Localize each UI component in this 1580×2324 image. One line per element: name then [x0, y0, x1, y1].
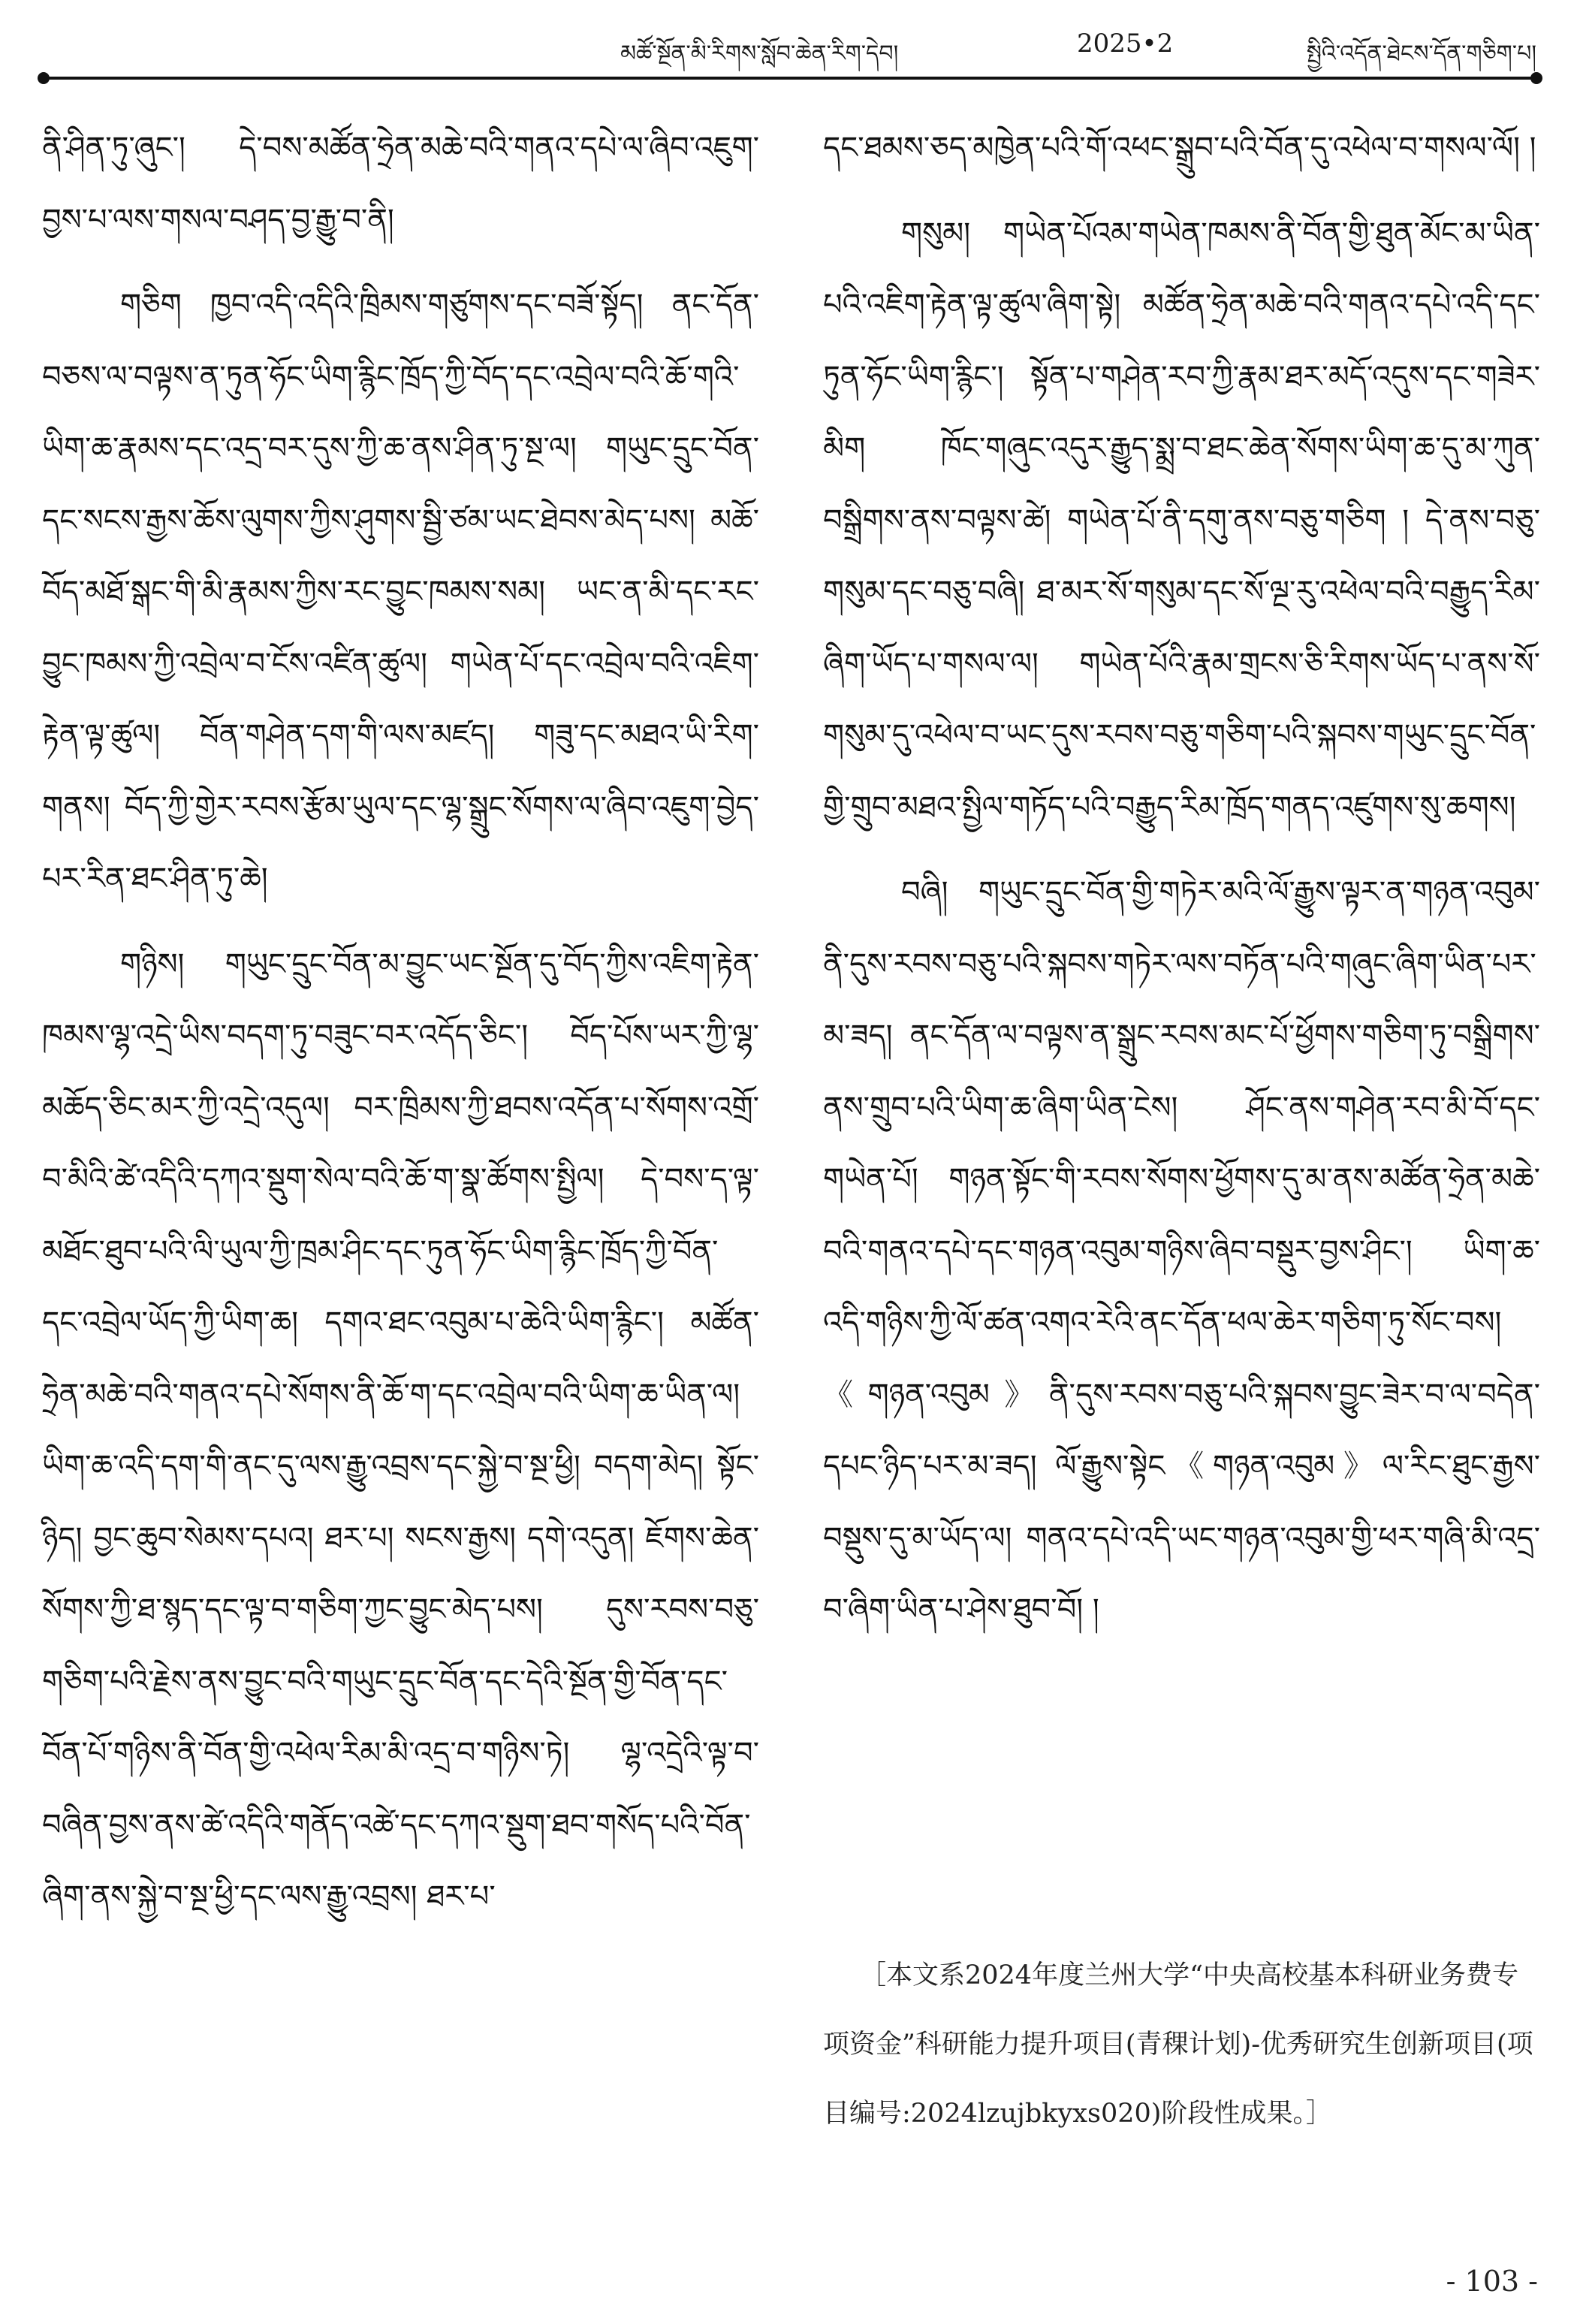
- rule-dot-right: [1530, 72, 1542, 84]
- header-rule: [42, 77, 1538, 80]
- running-header: [42, 29, 1536, 74]
- paragraph: དང་ཐམས་ཅད་མཁྱེན་པའི་གོ་འཕང་སྒྲུབ་པའི་བོན་དུ་འཕེལ་བ་གསལ་ལོ། །: [823, 131, 1536, 165]
- issue-number: 2025•2: [1077, 29, 1174, 59]
- paragraph: གཅིག ཁྱབ་འདི་འདིའི་ཁྲིམས་གཙུགས་དང་བཟོ་སྟོད། ནང་དོན་བཅས་ལ་བལྟས་ན་ཏུན་ཧོང་ཡིག་རྙིང་ཁྲོད་ཀྱི་བོད་དང་འབྲེལ་བའི་ཆོ་གའི་ཡིག་ཆ་རྣམས་དང་འདྲ་བར་དུས་ཀྱི་ཆ་ནས་ཤིན་ཏུ་སྔ་ལ། གཡུང་དྲུང་བོན་དང་སངས་རྒྱས་ཆོས་ལུགས་ཀྱིས་ཤུགས་སྦྱི་ཙམ་ཡང་ཐེབས་མེད་པས། མཆོ་བོད་མཐོ་སྒང་གི་མི་རྣམས་ཀྱིས་རང་བྱུང་ཁམས་སམ། ཡང་ན་མི་དང་རང་བྱུང་ཁམས་ཀྱི་འབྲེལ་བ་ངོས་འཛིན་ཚུལ། གཡེན་པོ་དང་འབྲེལ་བའི་འཇིག་རྟེན་ལྟ་ཚུལ། བོན་གཤེན་དག་གི་ལས་མཛད། གཟུ་དང་མཐའ་ཡི་རིག་གནས། བོད་ཀྱི་གྱེར་རབས་རྩོམ་ཡུལ་དང་ལྷ་སྒྲུང་སོགས་ལ་ཞིབ་འཇུག་བྱེད་པར་རིན་ཐང་ཤིན་ཏུ་ཆེ།: [42, 288, 759, 896]
- page-number: - 103 -: [1446, 2265, 1538, 2298]
- journal-title: མཚོ་སྔོན་མི་རིགས་སློབ་ཆེན་རིག་དེབ།: [620, 41, 899, 67]
- paragraph: གཉིས། གཡུང་དྲུང་བོན་མ་བྱུང་ཡང་སྔོན་དུ་བོད་ཀྱིས་འཇིག་རྟེན་ཁམས་ལྷ་འདྲེ་ཡིས་བདག་ཏུ་བཟུང་བར་འདོད་ཅིང་། བོད་པོས་ཡར་ཀྱི་ལྷ་མཆོད་ཅིང་མར་ཀྱི་འདྲེ་འདུལ། བར་ཁྲིམས་ཀྱི་ཐབས་འདོན་པ་སོགས་འགྲོ་བ་མིའི་ཚེ་འདིའི་དཀའ་སྡུག་སེལ་བའི་ཆོ་ག་སྣ་ཚོགས་སྤྱིལ། དེ་བས་ད་ལྟ་མཐོང་ཐུབ་པའི་ལི་ཡུལ་ཀྱི་ཁྲམ་ཤིང་དང་ཏུན་ཧོང་ཡིག་རྙིང་ཁྲོད་ཀྱི་བོན་དང་འབྲེལ་ཡོད་ཀྱི་ཡིག་ཆ། དགའ་ཐང་འབུམ་པ་ཆེའི་ཡིག་རྙིང་། མཚོན་ཧྲེན་མཆེ་བའི་གནའ་དཔེ་སོགས་ནི་ཆོ་ག་དང་འབྲེལ་བའི་ཡིག་ཆ་ཡིན་ལ། ཡིག་ཆ་འདི་དག་གི་ནང་དུ་ལས་རྒྱུ་འབྲས་དང་སྐྱེ་བ་སྔ་ཕྱི། བདག་མེད། སྟོང་ཉིད། བྱང་ཆུབ་སེམས་དཔའ། ཐར་པ། སངས་རྒྱས། དགེ་འདུན། ཇོགས་ཆེན་སོགས་ཀྱི་ཐ་སྙད་དང་ལྟ་བ་གཅིག་ཀྱང་བྱུང་མེད་པས། དུས་རབས་བཅུ་གཅིག་པའི་རྗེས་ནས་བྱུང་བའི་གཡུང་དྲུང་བོན་དང་དེའི་སྔོན་གྱི་བོན་དང་བོན་པོ་གཉིས་ནི་བོན་གྱི་འཕེལ་རིམ་མི་འདྲ་བ་གཉིས་ཏེ། ལྷ་འདྲེའི་ལྟ་བ་བཞིན་བྱས་ནས་ཚེ་འདིའི་གནོད་འཚེ་དང་དཀའ་སྡུག་ཐབ་གསོད་པའི་བོན་ཞིག་ནས་སྐྱེ་བ་སྔ་ཕྱི་དང་ལས་རྒྱུ་འབྲས། ཐར་པ་: [42, 946, 759, 1914]
- left-column: [42, 113, 759, 1947]
- paragraph: ནི་ཤིན་ཏུ་ཞུང་། དེ་བས་མཚོན་ཧྲེན་མཆེ་བའི་གནའ་དཔེ་ལ་ཞིབ་འཇུག་བྱས་པ་ལས་གསལ་བཤད་བྱ་རྒྱུ་བ་ནི།: [42, 131, 759, 237]
- paragraph: བཞི། གཡུང་དྲུང་བོན་གྱི་གཏེར་མའི་ལོ་རྒྱུས་ལྟར་ན་གཉན་འབུམ་ནི་དུས་རབས་བཅུ་པའི་སྐབས་གཏེར་ལས་བཏོན་པའི་གཞུང་ཞིག་ཡིན་པར་མ་ཟད། ནང་དོན་ལ་བལྟས་ན་སྒྲུང་རབས་མང་པོ་ཕྱོགས་གཅིག་ཏུ་བསྒྲིགས་ནས་གྲུབ་པའི་ཡིག་ཆ་ཞིག་ཡིན་ངེས། ཤོང་ནས་གཤེན་རབ་མི་བོ་དང་གཡེན་པོ། གཉན་སྟོང་གི་རབས་སོགས་ཕྱོགས་དུ་མ་ནས་མཚོན་ཧྲེན་མཆེ་བའི་གནའ་དཔེ་དང་གཉན་འབུམ་གཉིས་ཞིབ་བསྡུར་བྱས་ཤིང་། ཡིག་ཆ་འདི་གཉིས་ཀྱི་ལོ་ཚན་འགའ་རེའི་ནང་དོན་ཕལ་ཆེར་གཅིག་ཏུ་སོང་བས། 《གཉན་འབུམ》ནི་དུས་རབས་བཅུ་པའི་སྐབས་བྱུང་ཟེར་བ་ལ་བདེན་དཔང་ཉིད་པར་མ་ཟད། ལོ་རྒྱུས་སྟེང《གཉན་འབུམ》ལ་རིང་ཐུང་རྒྱས་བསྡུས་དུ་མ་ཡོད་ལ། གནའ་དཔེ་འདི་ཡང་གཉན་འབུམ་གྱི་ཕར་གཞི་མི་འདྲ་བ་ཞིག་ཡིན་པ་ཤེས་ཐུབ་བོ། །: [823, 875, 1540, 1627]
- funding-note: ［本文系2024年度兰州大学“中央高校基本科研业务费专项资金”科研能力提升项目(青稞计划)-优秀研究生创新项目(项目编号:2024lzujbkyxs020)阶段性成果。］: [823, 1960, 1533, 2129]
- paragraph: གསུམ། གཡེན་པོའམ་གཡེན་ཁམས་ནི་བོན་གྱི་ཐུན་མོང་མ་ཡིན་པའི་འཇིག་རྟེན་ལྟ་ཚུལ་ཞིག་སྟེ། མཚོན་ཧྲེན་མཆེ་བའི་གནའ་དཔེ་འདི་དང་ཏུན་ཧོང་ཡིག་རྙིང་། སྟོན་པ་གཤེན་རབ་ཀྱི་རྣམ་ཐར་མདོ་འདུས་དང་གཟེར་མིག ཁོང་གཞུང་འདུར་རྒྱུད་སྨྲ་བ་ཐང་ཆེན་སོགས་ཡིག་ཆ་དུ་མ་ཀུན་བསྒྲིགས་ནས་བལྟས་ཚེ། གཡེན་པོ་ནི་དགུ་ནས་བཅུ་གཅིག ། དེ་ནས་བཅུ་གསུམ་དང་བཅུ་བཞི། ཐ་མར་སོ་གསུམ་དང་སོ་ལྔ་རུ་འཕེལ་བའི་བརྒྱུད་རིམ་ཞིག་ཡོད་པ་གསལ་ལ། གཡེན་པོའི་རྣམ་གྲངས་ཅི་རིགས་ཡོད་པ་ནས་སོ་གསུམ་དུ་འཕེལ་བ་ཡང་དུས་རབས་བཅུ་གཅིག་པའི་སྐབས་གཡུང་དྲུང་བོན་གྱི་གྲུབ་མཐའ་སྤྱིལ་གཏོད་པའི་བརྒྱུད་རིམ་ཁྲོད་གནད་འཛུགས་སུ་ཆགས།: [823, 216, 1540, 825]
- issue-section: སྤྱིའི་འདོན་ཐེངས་དོན་གཅིག་པ།: [1306, 41, 1536, 67]
- rule-dot-left: [38, 72, 50, 84]
- right-column: [823, 113, 1540, 1660]
